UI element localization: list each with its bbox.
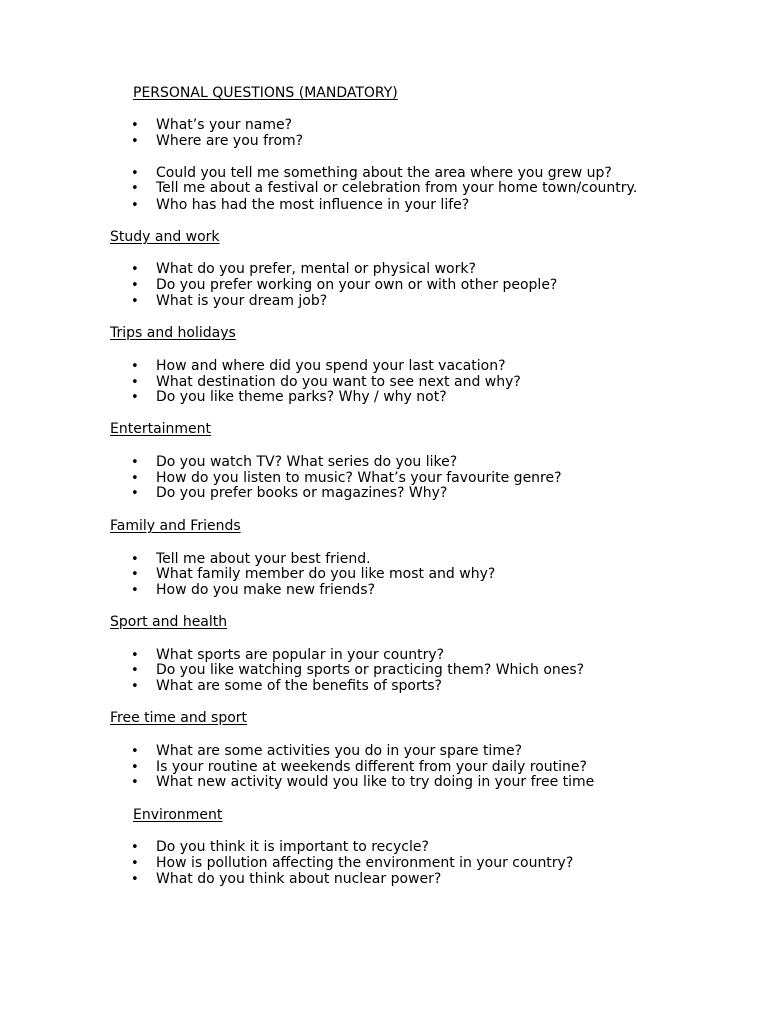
bullet-icon: • — [131, 567, 139, 582]
bullet-icon: • — [131, 294, 139, 309]
question-text: How do you make new friends? — [156, 582, 376, 598]
bullet-icon: • — [131, 775, 139, 790]
bullet-icon: • — [131, 166, 139, 181]
question-text: Do you prefer working on your own or with other people? — [156, 277, 558, 293]
question-text: How is pollution affecting the environment in your country? — [156, 855, 574, 871]
list-item — [0, 855, 700, 872]
bullet-icon: • — [131, 134, 139, 149]
list-item — [0, 566, 700, 583]
list-item — [0, 133, 700, 150]
bullet-icon: • — [131, 278, 139, 293]
question-text: What new activity would you like to try doing in your free time — [156, 774, 595, 790]
question-text: What do you prefer, mental or physical work? — [156, 261, 476, 277]
question-text: How do you listen to music? What’s your favourite genre? — [156, 470, 562, 486]
question-text: Tell me about a festival or celebration from your home town/country. — [156, 180, 638, 196]
bullet-icon: • — [131, 744, 139, 759]
question-text: Is your routine at weekends different from your daily routine? — [156, 759, 587, 775]
bullet-icon: • — [131, 679, 139, 694]
bullet-icon: • — [131, 118, 139, 133]
bullet-icon: • — [131, 455, 139, 470]
list-item — [0, 678, 700, 695]
section-heading: Free time and sport — [110, 710, 248, 726]
list-item — [0, 117, 700, 134]
section-heading: Entertainment — [110, 421, 212, 437]
bullet-icon: • — [131, 552, 139, 567]
section-heading: PERSONAL QUESTIONS (MANDATORY) — [133, 85, 398, 101]
list-item — [0, 358, 700, 375]
bullet-icon: • — [131, 198, 139, 213]
list-item — [0, 485, 700, 502]
question-text: Could you tell me something about the area where you grew up? — [156, 165, 612, 181]
question-text: Do you prefer books or magazines? Why? — [156, 485, 448, 501]
question-text: What’s your name? — [156, 117, 293, 133]
section-heading: Family and Friends — [110, 518, 241, 534]
section-heading: Sport and health — [110, 614, 228, 630]
bullet-icon: • — [131, 359, 139, 374]
list-item — [0, 180, 700, 197]
bullet-icon: • — [131, 872, 139, 887]
question-text: What are some activities you do in your spare time? — [156, 743, 523, 759]
list-item — [0, 197, 700, 214]
question-text: Where are you from? — [156, 133, 304, 149]
question-text: Do you like theme parks? Why / why not? — [156, 389, 447, 405]
bullet-icon: • — [131, 375, 139, 390]
question-text: What is your dream job? — [156, 293, 328, 309]
bullet-icon: • — [131, 856, 139, 871]
bullet-icon: • — [131, 583, 139, 598]
list-item — [0, 454, 700, 471]
section-heading: Study and work — [110, 229, 220, 245]
bullet-icon: • — [131, 181, 139, 196]
list-item — [0, 774, 700, 791]
list-item — [0, 743, 700, 760]
question-text: Do you watch TV? What series do you like? — [156, 454, 458, 470]
section-heading: Trips and holidays — [110, 325, 236, 341]
list-item — [0, 662, 700, 679]
list-item — [0, 261, 700, 278]
section-heading: Environment — [133, 807, 223, 823]
bullet-icon: • — [131, 760, 139, 775]
list-item — [0, 277, 700, 294]
question-text: Tell me about your best friend. — [156, 551, 371, 567]
list-item — [0, 389, 700, 406]
question-text: What are some of the benefits of sports? — [156, 678, 442, 694]
list-item — [0, 871, 700, 888]
question-text: What do you think about nuclear power? — [156, 871, 442, 887]
question-text: What destination do you want to see next and why? — [156, 374, 521, 390]
bullet-icon: • — [131, 262, 139, 277]
list-item — [0, 293, 700, 310]
bullet-icon: • — [131, 648, 139, 663]
question-text: Do you think it is important to recycle? — [156, 839, 429, 855]
question-text: What family member do you like most and why? — [156, 566, 496, 582]
list-item — [0, 582, 700, 599]
question-text: What sports are popular in your country? — [156, 647, 445, 663]
question-text: How and where did you spend your last vacation? — [156, 358, 506, 374]
bullet-icon: • — [131, 471, 139, 486]
list-item — [0, 839, 700, 856]
bullet-icon: • — [131, 486, 139, 501]
question-text: Do you like watching sports or practicing them? Which ones? — [156, 662, 585, 678]
question-text: Who has had the most influence in your life? — [156, 197, 470, 213]
bullet-icon: • — [131, 390, 139, 405]
bullet-icon: • — [131, 663, 139, 678]
bullet-icon: • — [131, 840, 139, 855]
